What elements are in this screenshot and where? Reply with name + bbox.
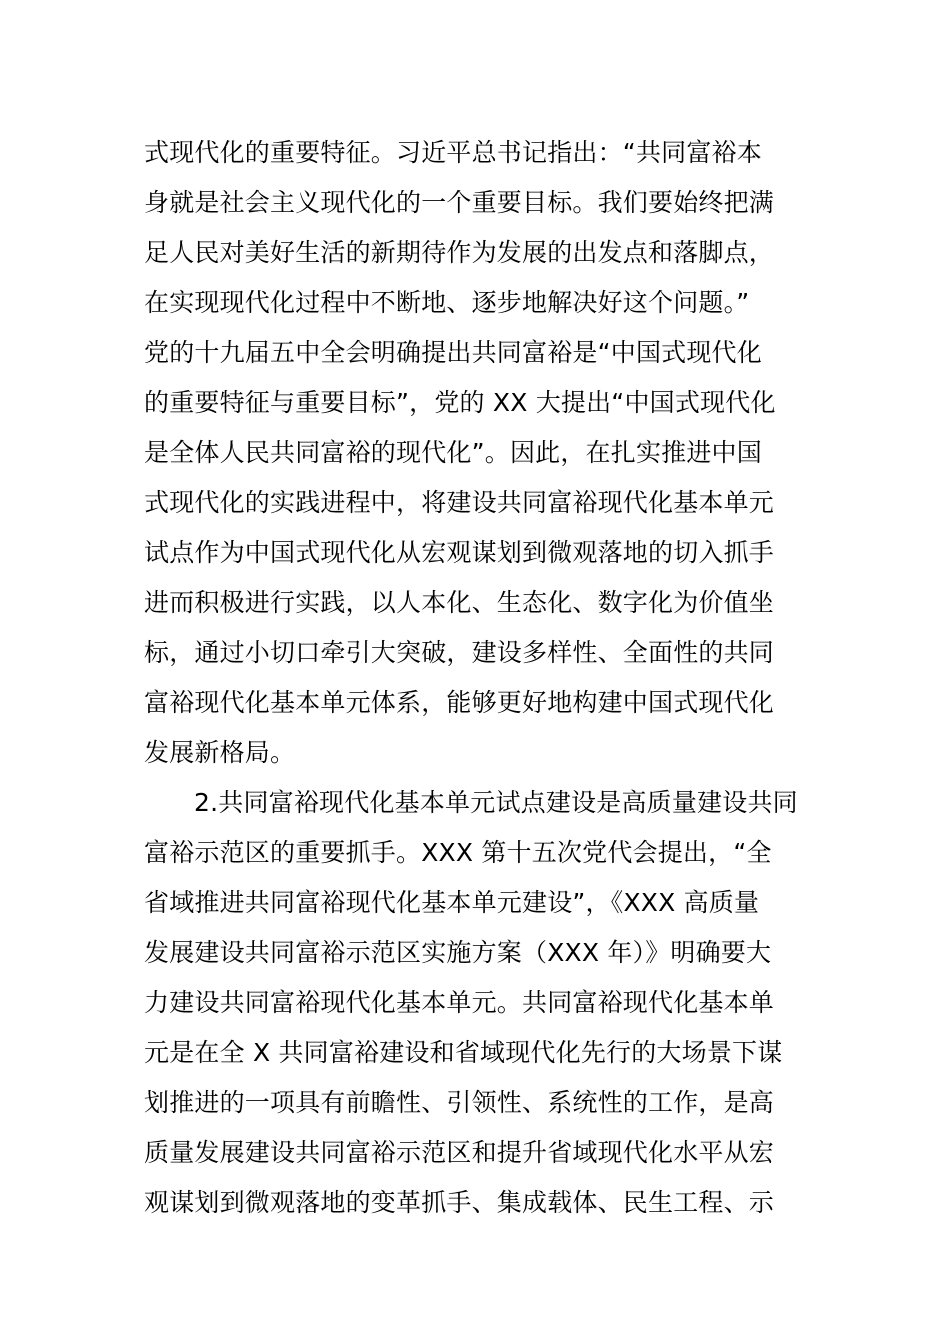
text-line: 试点作为中国式现代化从宏观谋划到微观落地的切入抓手 xyxy=(144,538,775,567)
text-line: 富裕现代化基本单元体系，能够更好地构建中国式现代化 xyxy=(144,688,775,717)
text-line: 身就是社会主义现代化的一个重要目标。我们要始终把满 xyxy=(144,188,775,217)
text-line: 力建设共同富裕现代化基本单元。共同富裕现代化基本单 xyxy=(144,988,775,1017)
body-text xyxy=(144,128,814,1228)
paragraph-start-line: 2.共同富裕现代化基本单元试点建设是高质量建设共同 xyxy=(194,788,798,817)
text-line: 省域推进共同富裕现代化基本单元建设”，《XXX 高质量 xyxy=(144,888,760,917)
text-line: 式现代化的实践进程中，将建设共同富裕现代化基本单元 xyxy=(144,488,775,517)
text-line: 元是在全 X 共同富裕建设和省域现代化先行的大场景下谋 xyxy=(144,1038,783,1067)
text-line: 党的十九届五中全会明确提出共同富裕是“中国式现代化 xyxy=(144,338,762,367)
text-line: 发展新格局。 xyxy=(144,738,296,767)
text-line: 质量发展建设共同富裕示范区和提升省域现代化水平从宏 xyxy=(144,1138,775,1167)
text-line: 标，通过小切口牵引大突破，建设多样性、全面性的共同 xyxy=(144,638,775,667)
text-line: 发展建设共同富裕示范区实施方案（XXX 年）》明确要大 xyxy=(144,938,772,967)
text-line: 富裕示范区的重要抓手。XXX 第十五次党代会提出，“全 xyxy=(144,838,772,867)
text-line: 进而积极进行实践，以人本化、生态化、数字化为价值坐 xyxy=(144,588,775,617)
text-line: 是全体人民共同富裕的现代化”。因此，在扎实推进中国 xyxy=(144,438,762,467)
text-line: 观谋划到微观落地的变革抓手、集成载体、民生工程、示 xyxy=(144,1188,775,1217)
text-line: 足人民对美好生活的新期待作为发展的出发点和落脚点， xyxy=(144,238,775,267)
text-line: 的重要特征与重要目标”，党的 XX 大提出“中国式现代化 xyxy=(144,388,776,417)
text-line: 在实现现代化过程中不断地、逐步地解决好这个问题。” xyxy=(144,288,750,317)
text-line: 划推进的一项具有前瞻性、引领性、系统性的工作，是高 xyxy=(144,1088,775,1117)
text-line: 式现代化的重要特征。习近平总书记指出：“共同富裕本 xyxy=(144,138,762,167)
